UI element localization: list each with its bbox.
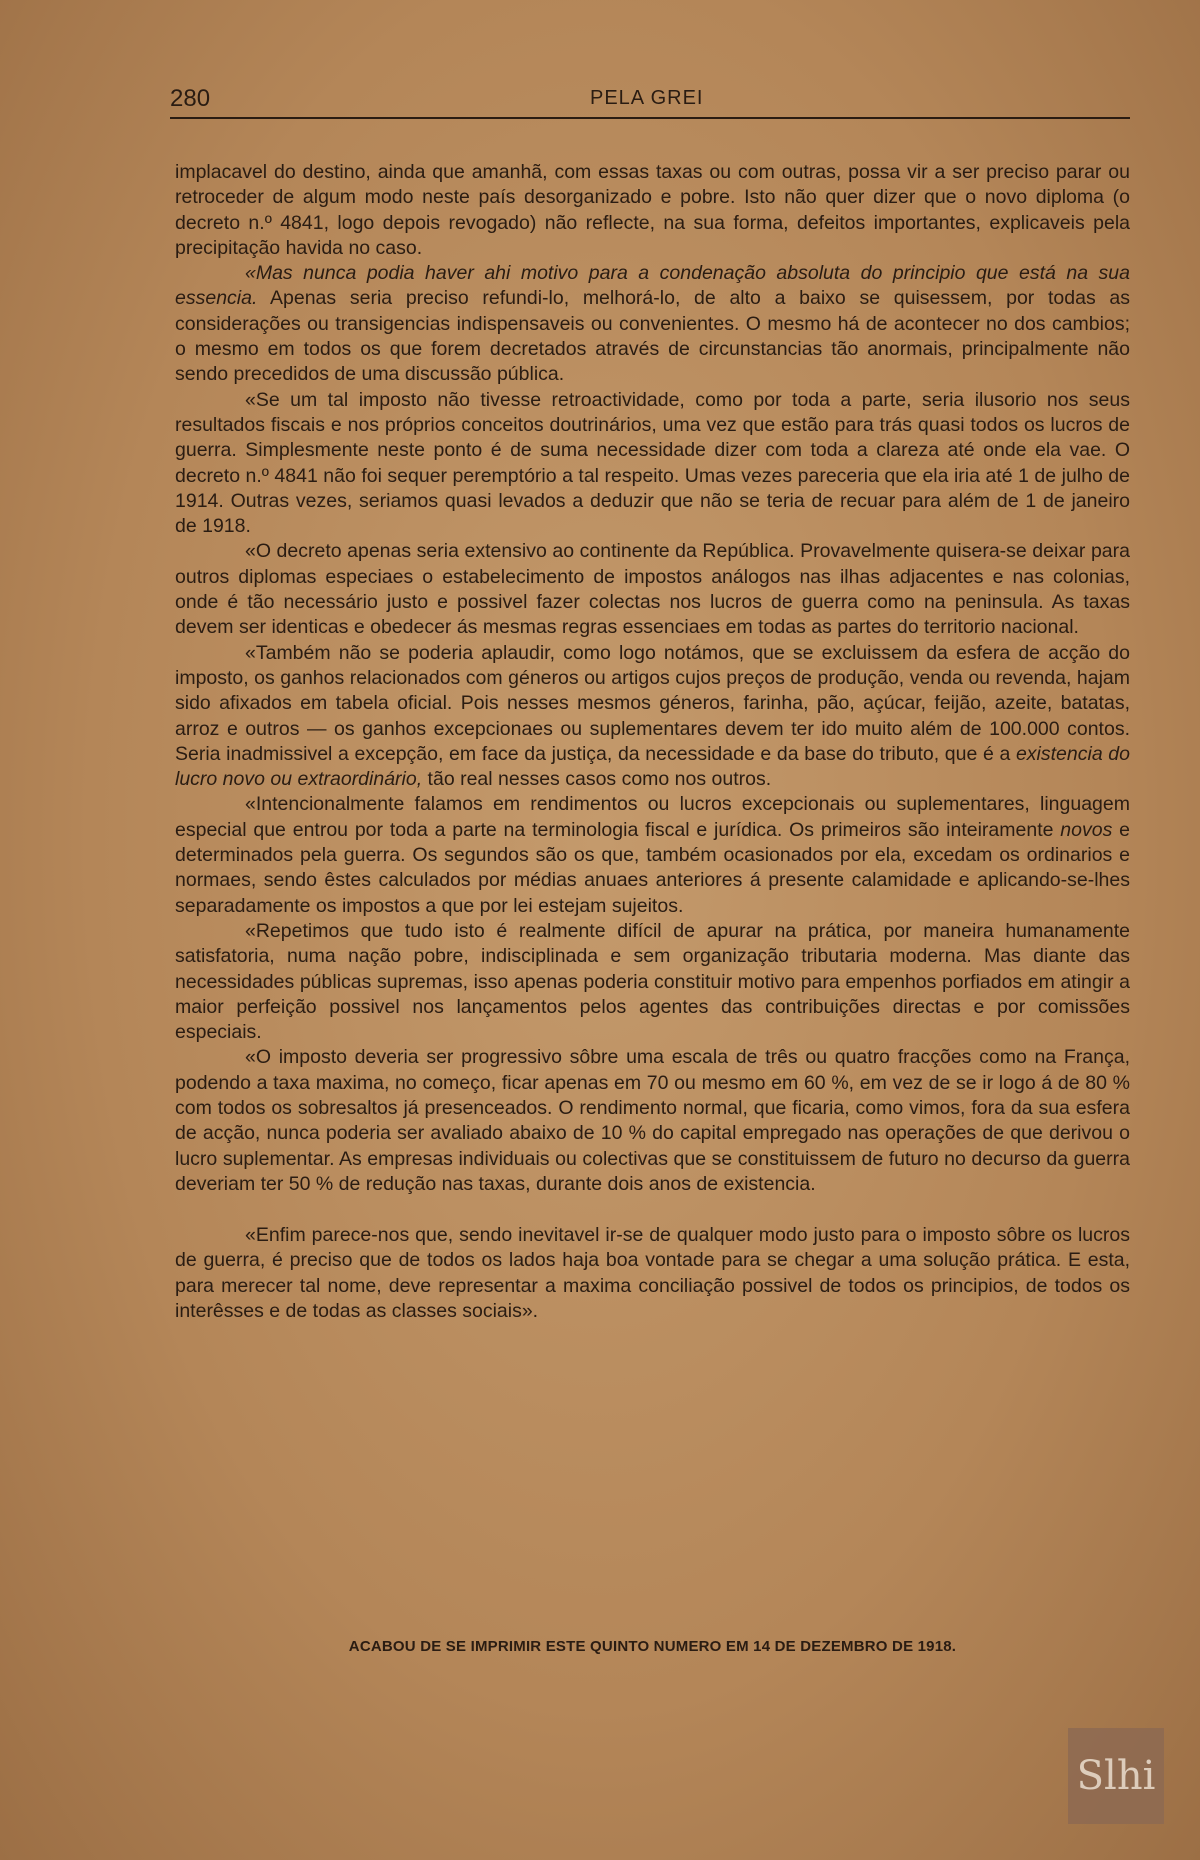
paragraph: «Intencionalmente falamos em rendimentos ou lucros excepcionais ou suplementares, linguagem especial que entrou por toda a parte na terminologia fiscal e jurídica. Os primeiros são inteiramente novos e determinados pela guerra. Os segundos são os que, também ocasionados por ela, excedam os ordinarios e normaes, sendo êstes calculados por médias anuaes anteriores á presente calamidade e aplicando-se-lhes separadamente os impostos a que por lei estejam sujeitos. (175, 793, 1130, 917)
page-number: 280 (170, 85, 211, 112)
italic-phrase: novos (1060, 818, 1113, 841)
paragraph: «O decreto apenas seria extensivo ao continente da República. Provavelmente quisera-se deixar para outros diplomas especiaes o estabelecimento de impostos análogos nas ilhas adjacentes e nas colonias, onde é tão necessário justo e possivel fazer colectas nos lucros de guerra como na peninsula. As taxas devem ser identicas e obedecer ás mesmas regras essenciaes em todas as partes do territorio nacional. (175, 540, 1130, 639)
header-rule (170, 117, 1130, 119)
paragraph: «Repetimos que tudo isto é realmente difícil de apurar na prática, por maneira humanamente satisfatoria, numa nação pobre, indisciplinada e sem organização tributaria moderna. Mas diante das necessidades públicas supremas, isso apenas poderia constituir motivo para empenhos porfiados em atingir a maior perfeição possivel nos lançamentos pelos agentes das contribuições directas e por comissões especiais. (175, 919, 1130, 1044)
italic-phrase: «Mas nunca podia haver ahi motivo para a condenação absoluta do principio que está na sua essencia. (175, 262, 1130, 310)
paragraph: «Mas nunca podia haver ahi motivo para a condenação absoluta do principio que está na sua essencia. Apenas seria preciso refundi-lo, melhorá-lo, de alto a baixo se quisessem, por todas as considerações ou transigencias indispensaveis ou convenientes. O mesmo há de acontecer no dos cambios; o mesmo em todos os que forem decretados através de circunstancias tão anormais, principalmente não sendo precedidos de uma discussão pública. (175, 262, 1130, 386)
watermark-logo (1068, 1728, 1164, 1824)
body-text (175, 160, 1130, 1324)
paragraph: «Se um tal imposto não tivesse retroactividade, como por toda a parte, seria ilusorio nos seus resultados fiscais e nos próprios conceitos doutrinários, uma vez que estão para trás quasi todos os lucros de guerra. Simplesmente neste ponto é de suma necessidade dizer com toda a clareza até onde ela vae. O decreto n.º 4841 não foi sequer peremptório a tal respeito. Umas vezes pareceria que ela iria até 1 de julho de 1914. Outras vezes, seriamos quasi levados a deduzir que não se teria de recuar para além de 1 de janeiro de 1918. (175, 388, 1130, 538)
running-title: PELA GREI (590, 87, 704, 109)
italic-phrase: existencia do lucro novo ou extraordinário, (175, 742, 1131, 791)
paragraph: implacavel do destino, ainda que amanhã, com essas taxas ou com outras, possa vir a ser preciso parar ou retroceder de algum modo neste país desorganizado e pobre. Isto não quer dizer que o novo diploma (o decreto n.º 4841, logo depois revogado) não reflecte, na sua forma, defeitos importantes, explicaveis pela precipitação havida no caso. (175, 161, 1130, 259)
page-header (170, 85, 1130, 117)
colophon: ACABOU DE SE IMPRIMIR ESTE QUINTO NUMERO EM 14 DE DEZEMBRO DE 1918. (348, 1638, 957, 1655)
logo-text: Slhi (1076, 1753, 1156, 1799)
paragraph: «O imposto deveria ser progressivo sôbre uma escala de três ou quatro fracções como na França, podendo a taxa maxima, no começo, ficar apenas em 70 ou mesmo em 60 %, em vez de se ir logo á de 80 % com todos os sobresaltos já presenceados. O rendimento normal, que ficaria, como vimos, fora da sua esfera de acção, nunca poderia ser avaliado abaixo de 10 % do capital empregado nas operações de que derivou o lucro suplementar. As empresas individuais ou colectivas que se constituissem de futuro no decurso da guerra deveriam ter 50 % de redução nas taxas, durante dois anos de existencia. (175, 1046, 1130, 1195)
paragraph: «Enfim parece-nos que, sendo inevitavel ir-se de qualquer modo justo para o imposto sôbre os lucros de guerra, é preciso que de todos os lados haja boa vontade para se chegar a uma solução prática. E esta, para merecer tal nome, deve representar a maxima conciliação possivel de todos os principios, de todos os interêsses e de todas as classes sociais». (175, 1224, 1130, 1323)
paragraph: «Também não se poderia aplaudir, como logo notámos, que se excluissem da esfera de acção do imposto, os ganhos relacionados com géneros ou artigos cujos preços de produção, venda ou revenda, hajam sido afixados em tabela oficial. Pois nesses mesmos géneros, farinha, pão, açúcar, feijão, azeite, batatas, arroz e outros — os ganhos excepcionaes ou suplementares devem ter ido muito além de 100.000 contos. Seria inadmissivel a excepção, em face da justiça, da necessidade e da base do tributo, que é a existencia do lucro novo ou extraordinário, tão real nesses casos como nos outros. (175, 641, 1131, 791)
